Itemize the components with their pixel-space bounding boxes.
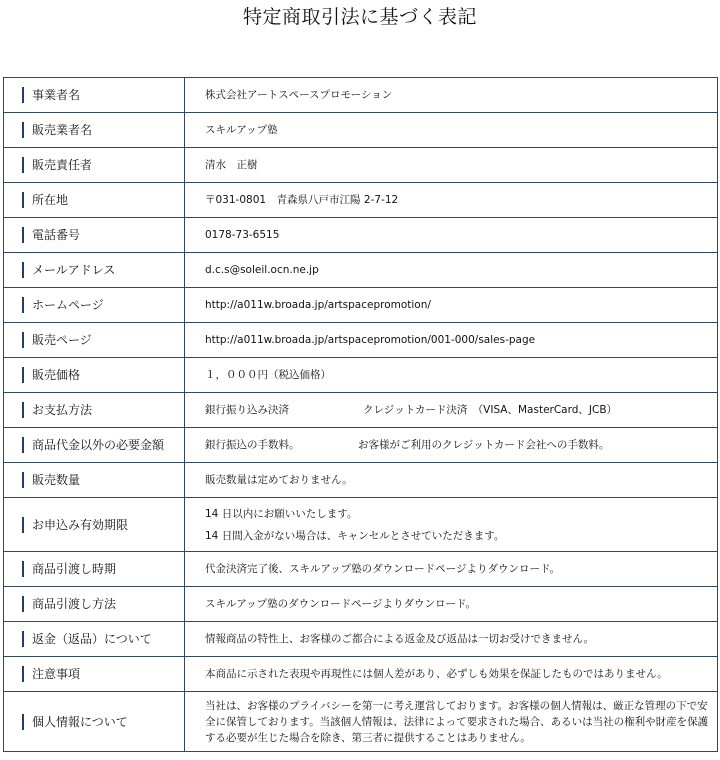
row-label: 電話番号	[22, 227, 184, 243]
table-row	[4, 428, 718, 463]
deadline-line-2: 14 日間入金がない場合は、キャンセルとさせていただきます。	[205, 529, 505, 542]
table-row	[4, 622, 718, 657]
sales-page-url: http://a011w.broada.jp/artspacepromotion/001-000/sales-page	[185, 323, 718, 358]
row-label-cell	[4, 358, 185, 393]
table-row	[4, 323, 718, 358]
privacy-text: 当社は、お客様のプライバシーを第一に考え運営しております。お客様の個人情報は、厳正な管理の下で安全に保管しております。当該個人情報は、法律によって要求された場合、あるいは当社の権利や財産を保護する必要が生じた場合を除き、第三者に提供することはありません。	[185, 692, 718, 752]
row-label-cell	[4, 78, 185, 113]
table-row	[4, 183, 718, 218]
row-label-cell	[4, 148, 185, 183]
table-row	[4, 552, 718, 587]
row-value: 0178-73-6515	[185, 218, 718, 253]
homepage-url: http://a011w.broada.jp/artspacepromotion/	[185, 288, 718, 323]
row-label-cell	[4, 218, 185, 253]
page-title: 特定商取引法に基づく表記	[242, 6, 477, 28]
table-row	[4, 692, 718, 752]
row-label: 販売数量	[22, 472, 184, 488]
row-label-cell	[4, 428, 185, 463]
table-row	[4, 657, 718, 692]
row-value: 情報商品の特性上、お客様のご都合による返金及び返品は一切お受けできません。	[185, 622, 718, 657]
row-label-cell	[4, 692, 185, 752]
row-label: 商品引渡し時期	[22, 561, 184, 577]
row-value: スキルアップ塾のダウンロードページよりダウンロード。	[185, 587, 718, 622]
row-value: 〒031-0801 青森県八戸市江陽 2-7-12	[185, 183, 718, 218]
payment-method-card: クレジットカード決済 （VISA、MasterCard、JCB）	[363, 404, 618, 416]
table-row	[4, 218, 718, 253]
row-value: 販売数量は定めておりません。	[185, 463, 718, 498]
row-label-cell	[4, 113, 185, 148]
fee-bank: 銀行振込の手数料。	[205, 439, 300, 451]
info-table	[3, 77, 718, 752]
table-row	[4, 358, 718, 393]
table-row	[4, 148, 718, 183]
row-value: 代金決済完了後、スキルアップ塾のダウンロードページよりダウンロード。	[185, 552, 718, 587]
row-label-cell	[4, 587, 185, 622]
row-label: 商品引渡し方法	[22, 596, 184, 612]
table-row	[4, 393, 718, 428]
row-value: 本商品に示された表現や再現性には個人差があり、必ずしも効果を保証したものではありません。	[185, 657, 718, 692]
row-label-cell	[4, 552, 185, 587]
row-label: お支払方法	[22, 402, 184, 418]
row-value	[185, 393, 718, 428]
row-label-cell	[4, 622, 185, 657]
row-label: 注意事項	[22, 666, 184, 682]
row-label-cell	[4, 463, 185, 498]
row-label: 個人情報について	[22, 714, 184, 730]
deadline-line-1: 14 日以内にお願いいたします。	[205, 507, 358, 520]
row-label: 販売価格	[22, 367, 184, 383]
row-label: 販売ページ	[22, 332, 184, 348]
row-label: 事業者名	[22, 87, 184, 103]
row-value: 清水 正樹	[185, 148, 718, 183]
row-label: 商品代金以外の必要金額	[22, 437, 184, 453]
row-label-cell	[4, 253, 185, 288]
fee-card: お客様がご利用のクレジットカード会社への手数料。	[358, 439, 610, 451]
row-value	[185, 498, 718, 552]
table-row	[4, 113, 718, 148]
email-value: d.c.s@soleil.ocn.ne.jp	[185, 253, 718, 288]
table-row	[4, 78, 718, 113]
row-label-cell	[4, 657, 185, 692]
row-label: 返金（返品）について	[22, 631, 184, 647]
row-label: お申込み有効期限	[22, 517, 184, 533]
table-row	[4, 587, 718, 622]
row-label-cell	[4, 498, 185, 552]
row-value: １，０００円（税込価格）	[185, 358, 718, 393]
row-label-cell	[4, 393, 185, 428]
row-label-cell	[4, 183, 185, 218]
row-label: 所在地	[22, 192, 184, 208]
row-label: 販売業者名	[22, 122, 184, 138]
row-value: スキルアップ塾	[185, 113, 718, 148]
table-row	[4, 498, 718, 552]
row-label: ホームページ	[22, 297, 184, 313]
table-row	[4, 288, 718, 323]
table-row	[4, 463, 718, 498]
row-label-cell	[4, 288, 185, 323]
table-row	[4, 253, 718, 288]
row-label: メールアドレス	[22, 262, 184, 278]
row-value	[185, 428, 718, 463]
row-value: 株式会社アートスペースプロモーション	[185, 78, 718, 113]
row-label: 販売責任者	[22, 157, 184, 173]
payment-method-bank: 銀行振り込み決済	[205, 404, 289, 416]
row-label-cell	[4, 323, 185, 358]
